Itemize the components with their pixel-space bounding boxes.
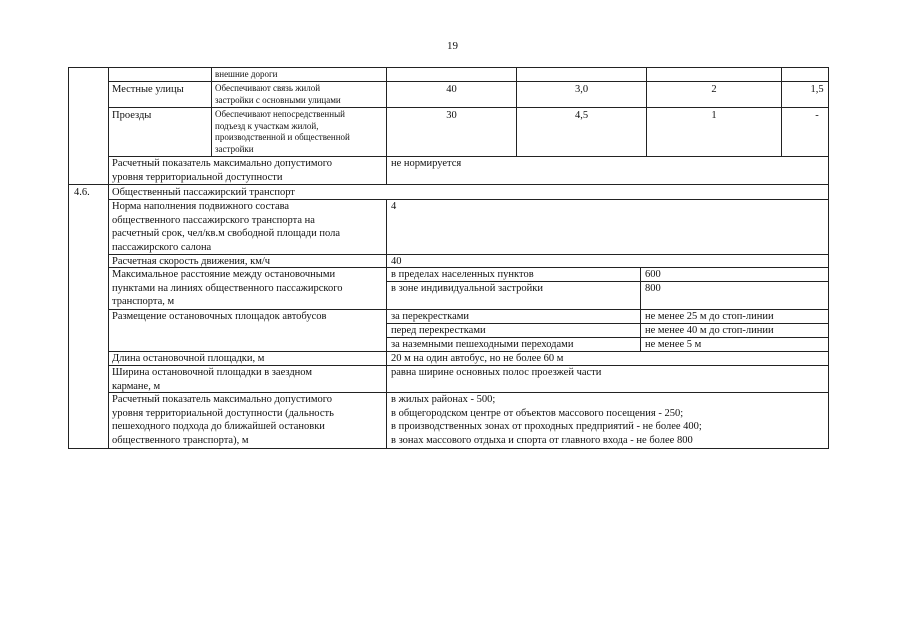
cell-bus-stops-value: не менее 40 м до стоп-линии [645, 325, 774, 336]
cell-stop-access-label: Расчетный показатель максимально допустимого уровня территориальной доступности (дальность пешеходного подхода до ближайшей остановки общественного транспорта), м [112, 394, 334, 446]
col-divider [386, 199, 387, 449]
cell-local-streets-v4: 1,5 [810, 84, 824, 95]
cell-bus-stops-value: не менее 5 м [645, 339, 702, 350]
cell-road-access-value: не нормируется [391, 158, 462, 169]
table-border-bottom [68, 448, 829, 449]
col-divider [640, 267, 641, 351]
col-divider [211, 67, 212, 156]
cell-stop-distance-where: в зоне индивидуальной застройки [391, 283, 543, 294]
cell-stop-length-value: 20 м на один автобус, но не более 60 м [391, 353, 564, 364]
cell-fill-norm-label: Норма наполнения подвижного состава общественного пассажирского транспорта на расчетный срок, чел/кв.м свободной площади пола пассажирского салона [112, 201, 340, 253]
section-number: 4.6. [74, 187, 90, 198]
cell-bus-stops-where: за наземными пешеходными переходами [391, 339, 574, 350]
cell-stop-width-value: равна ширине основных полос проезжей части [391, 367, 602, 378]
cell-stop-length-label: Длина остановочной площадки, м [112, 353, 265, 364]
cell-bus-stops-value: не менее 25 м до стоп-линии [645, 311, 774, 322]
cell-fill-norm-value: 4 [391, 201, 397, 212]
cell-passages-v2: 4,5 [574, 110, 589, 121]
cell-stop-width-label: Ширина остановочной площадки в заездном кармане, м [112, 367, 312, 392]
cell-bus-stops-where: за перекрестками [391, 311, 470, 322]
cell-speed-label: Расчетная скорость движения, км/ч [112, 256, 271, 267]
cell-stop-access-values: в жилых районах - 500; в общегородском центре от объектов массового посещения - 250; в производственных зонах от проходных предприятий - не более 400; в зонах массового отдыха и спорта от главного входа - не более 800 [391, 394, 702, 446]
cell-local-streets-v2: 3,0 [574, 84, 589, 95]
cell-bus-stops-where: перед перекрестками [391, 325, 486, 336]
cell-passages-v4: - [815, 110, 819, 121]
section-title: Общественный пассажирский транспорт [112, 187, 295, 198]
table-border-left [68, 67, 69, 449]
cell-passages-v1: 30 [446, 110, 457, 121]
cell-local-streets-name: Местные улицы [112, 84, 184, 95]
row-divider [68, 184, 829, 185]
cell-local-streets-desc: Обеспечивают связь жилой застройки с основными улицами [215, 83, 341, 105]
cell-road-access-label: Расчетный показатель максимально допустимого уровня территориальной доступности [112, 158, 333, 183]
cell-stop-distance-value: 600 [645, 269, 661, 280]
cell-stop-distance-label: Максимальное расстояние между остановочными пунктами на линиях общественного пассажирского транспорта, м [112, 269, 343, 307]
cell-passages-name: Проезды [112, 110, 152, 121]
table-border-right [828, 67, 829, 449]
row-divider [108, 81, 829, 82]
cell-local-streets-v3: 2 [711, 84, 717, 95]
col-divider [108, 67, 109, 449]
cell-stop-distance-value: 800 [645, 283, 661, 294]
cell-passages-v3: 1 [711, 110, 717, 121]
cell-stop-distance-where: в пределах населенных пунктов [391, 269, 534, 280]
page-number: 19 [447, 40, 458, 52]
cell-bus-stops-label: Размещение остановочных площадок автобусов [112, 311, 327, 322]
cell-passages-desc: Обеспечивают непосредственный подъезд к участкам жилой, производственной и общественной застройки [215, 109, 350, 154]
table-border-top [68, 67, 829, 68]
cell-speed-value: 40 [391, 256, 402, 267]
cell-road-desc-continued: внешние дороги [215, 69, 278, 79]
row-divider [108, 107, 829, 108]
cell-local-streets-v1: 40 [446, 84, 457, 95]
